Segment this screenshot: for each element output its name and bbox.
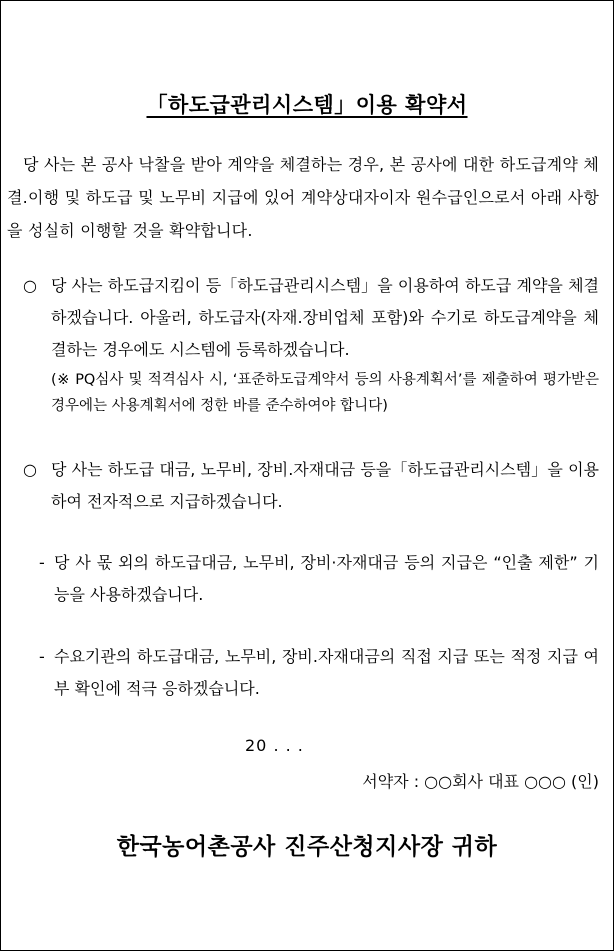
pledge-item-2-text: 당 사는 하도급 대금, 노무비, 장비.자재대금 등을「하도급관리시스템」을 이용하여 전자적으로 지급하겠습니다. [51, 460, 599, 511]
pledge-item-1-note: (※ PQ심사 및 적격심사 시, ‘표준하도급계약서 등의 사용계획서’를 제출하여 평가받은 경우에는 사용계획서에 정한 바를 준수하여야 합니다) [51, 372, 599, 414]
pledge-item-1-text: 당 사는 하도급지킴이 등「하도급관리시스템」을 이용하여 하도급 계약을 체결하겠습니다. 아울러, 하도급자(자재.장비업체 포함)와 수기로 하도급계약을 체결하는 경우에도 시스템에 등록하겠습니다. [51, 276, 599, 359]
pledge-item-1 [23, 270, 599, 366]
date-line: 20 . . . [245, 736, 304, 755]
intro-paragraph: 당 사는 본 공사 낙찰을 받아 계약을 체결하는 경우, 본 공사에 대한 하도급계약 체결.이행 및 하도급 및 노무비 지급에 있어 계약상대자이자 원수급인으로서 아래 사항을 성실히 이행할 것을 확약합니다. [7, 155, 599, 240]
document-title-text: 「하도급관리시스템」이용 확약서 [146, 93, 468, 117]
dash-bullet-icon: - [39, 553, 45, 572]
pledge-subitem-1 [39, 547, 599, 611]
dash-bullet-icon: - [39, 647, 45, 666]
circle-bullet-icon: ○ [23, 460, 37, 479]
document-title [1, 89, 613, 119]
signer-line: 서약자 : ○○회사 대표 ○○○ (인) [362, 772, 599, 791]
circle-bullet-icon: ○ [23, 276, 37, 295]
pledge-subitem-2 [39, 641, 599, 705]
pledge-subitem-2-text: 수요기관의 하도급대금, 노무비, 장비.자재대금의 직접 지급 또는 적정 지급 여부 확인에 적극 응하겠습니다. [54, 647, 599, 698]
pledge-item-2 [23, 454, 599, 518]
addressee: 한국농어촌공사 진주산청지사장 귀하 [116, 834, 498, 860]
pledge-subitem-1-text: 당 사 몫 외의 하도급대금, 노무비, 장비·자재대금 등의 지급은 “인출 제한” 기능을 사용하겠습니다. [54, 553, 599, 604]
